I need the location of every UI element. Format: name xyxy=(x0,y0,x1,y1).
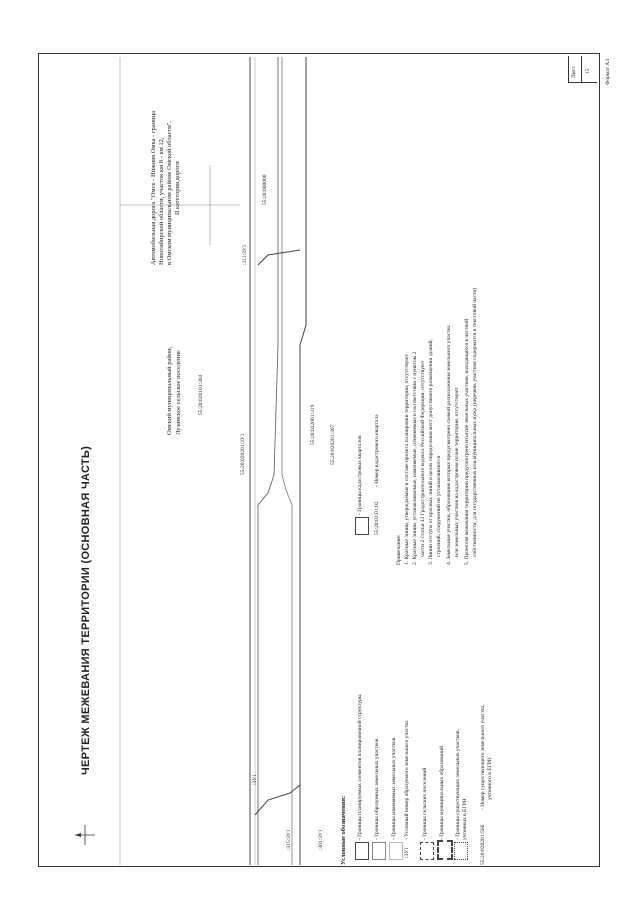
parcel-notch xyxy=(258,250,300,265)
parcel-top: 55:20:020101:304 xyxy=(198,374,204,415)
legend-item: - Границы муниципальных образований xyxy=(439,745,445,840)
north-arrow xyxy=(75,825,95,845)
parcel-bottom: 55:20:020201:307 xyxy=(330,424,336,465)
note-line: 1. Красные линии, утверждаемые в составе проекта планировки территории, отсутствуют xyxy=(404,354,410,565)
legend-swatch-settlement xyxy=(420,842,434,860)
legend-item: - Границы планируемых элементов планировочной структуры xyxy=(357,694,363,840)
road-axis xyxy=(282,57,292,865)
label-3u1: :3У1 xyxy=(252,774,258,785)
note-line: или земельных участков на кадастровом плане территории, отсутствуют xyxy=(454,387,460,557)
label-311: :311:ЗУ1 xyxy=(242,244,248,265)
note-line: собственности, для государственных или муниципальных нужд (перечень участков содержится в текстовой части) xyxy=(472,287,478,557)
legend-cad-text: учтенного в ЕГРН xyxy=(487,757,493,800)
legend-code: :3У1 xyxy=(404,847,410,858)
legend-heading: Условные обозначения: xyxy=(340,795,347,865)
sheet-number: 15 xyxy=(585,68,591,74)
legend-item: - Границы изменяемых земельных участков xyxy=(391,737,397,840)
paper-format: Формат А3 xyxy=(605,58,611,85)
road-desc-3: в Омском муниципальном районе Омской области". xyxy=(166,120,173,265)
legend-quarter-num: - Номер кадастрового квартала xyxy=(374,414,380,487)
legend-swatch-formed xyxy=(372,842,386,860)
road-boundary-bottom xyxy=(300,57,306,865)
parcel-left-notch xyxy=(255,785,300,815)
note-line: 2. Красные линии, устанавливаемые, изменяемые, отменяемые в соответствии с пунктом 2 xyxy=(412,351,418,565)
legend-cad-text: - Номер существующего земельного участка, xyxy=(480,704,486,810)
sheet-label: Лист xyxy=(571,66,577,78)
map-district: Омский муниципальный район, xyxy=(166,346,173,435)
legend-item: учтенных в ЕГРН xyxy=(462,798,468,840)
legend-item: - Условный номер образуемого земельного участка xyxy=(404,720,410,840)
legend-quarter-line: - Границы кадастровых кварталов xyxy=(357,435,363,515)
legend-item: - Границы сельских поселений xyxy=(422,767,428,840)
legend-item: - Границы образуемых земельных участков xyxy=(374,738,380,840)
note-line: 3. Линии отступа от красных линий в целях определения мест допустимого размещения зданий, xyxy=(428,339,434,565)
legend-swatch-structure xyxy=(355,842,369,860)
road-desc-1: Автомобильная дорога "Омск - Нижняя Омка - граница xyxy=(150,110,157,265)
parcel-mid: 55:20:020201:3У1 xyxy=(240,433,246,475)
page-title: ЧЕРТЕЖ МЕЖЕВАНИЯ ТЕРРИТОРИИ (ОСНОВНАЯ ЧАСТЬ) xyxy=(80,445,92,775)
road-desc-4: II категория дороги xyxy=(174,161,181,215)
label-315: :315:ЗУ1 xyxy=(286,829,292,850)
notes-heading: Примечание: xyxy=(396,534,402,565)
map-settlement: Лузинское сельское поселение xyxy=(175,350,182,435)
parcel-line: 55:20:032001:319 xyxy=(310,404,316,445)
legend-item: - Границы существующих земельных участков, xyxy=(455,729,461,840)
note-line: строений, сооружений не устанавливаются xyxy=(436,455,442,557)
road-desc-2: Новосибирской области, участок км 8 - км 12, xyxy=(158,137,165,265)
legend-swatch-existing xyxy=(454,842,468,860)
legend-swatch-quarter xyxy=(355,517,369,535)
legend-cad-code: 55:20:020201:566 xyxy=(480,824,486,865)
note-line: 4. Земельные участки, образование которых предусмотрено схемой расположения земельного участка xyxy=(446,325,452,565)
legend-swatch-municipal xyxy=(437,840,453,860)
note-line: части 2 статьи 43 Градостроительного кодекса Российской Федерации, отсутствуют xyxy=(420,360,426,557)
sheet-number-box xyxy=(568,56,597,83)
note-line: 5. Проектом межевания территории предусмотрено изъятие земельных участков, находящихся в частной xyxy=(464,318,470,565)
label-301: :301:ЗУ1 xyxy=(318,829,324,850)
legend-swatch-changed xyxy=(389,842,403,860)
legend-quarter-code: 55:20:03:01:02 xyxy=(374,501,380,535)
quarter-code: 55:20:000000 xyxy=(262,174,268,205)
